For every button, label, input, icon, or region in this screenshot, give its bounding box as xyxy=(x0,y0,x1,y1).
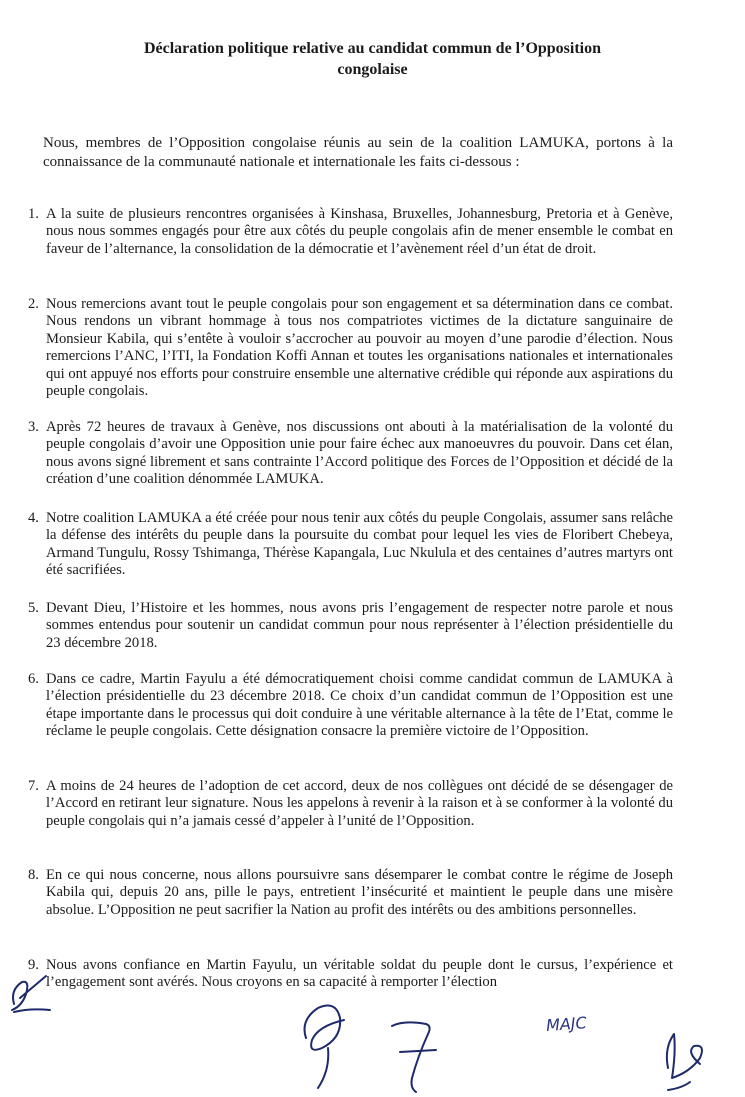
item-number: 2. xyxy=(28,296,39,312)
list-item xyxy=(28,600,673,652)
list-item xyxy=(28,671,673,741)
item-text: Nous remercions avant tout le peuple congolais pour son engagement et sa détermination dans ce combat. Nous rendons un vibrant hommage à tous nos compatriotes victimes de la dictature sanguinaire de Monsieur Kabila, qui s’entête à vouloir s’accrocher au pouvoir au moyen d’une parodie d’élection. Nous remercions l’ANC, l’ITI, la Fondation Koffi Annan et toutes les organisations nationales et internationales qui ont appuyé nos efforts pour construire ensemble une alternative crédible qui réponde aux aspirations du peuple congolais. xyxy=(46,296,673,400)
item-text: A la suite de plusieurs rencontres organisées à Kinshasa, Bruxelles, Johannesburg, Pretoria et à Genève, nous nous sommes engagés pour être aux côtés du peuple congolais afin de mener ensemble le combat en faveur de l’alternance, la consolidation de la démocratie et l’avènement réel d’un état de droit. xyxy=(46,206,673,257)
list-item xyxy=(28,296,673,400)
signatures-svg xyxy=(0,960,745,1097)
signature-3 xyxy=(392,1022,436,1092)
signature-1 xyxy=(12,976,50,1012)
list-item xyxy=(28,867,673,919)
list-item xyxy=(28,778,673,830)
title-line-2: congolaise xyxy=(337,61,408,78)
signature-area xyxy=(0,960,745,1097)
title-line-1: Déclaration politique relative au candidat commun de l’Opposition xyxy=(143,40,602,57)
list-item xyxy=(28,510,673,580)
signature-5 xyxy=(667,1034,702,1090)
item-number: 8. xyxy=(28,867,39,883)
item-number: 4. xyxy=(28,510,39,526)
signature-4-initials: MAJC xyxy=(545,1013,588,1035)
item-number: 7. xyxy=(28,778,39,794)
list-item xyxy=(28,419,673,489)
item-text: En ce qui nous concerne, nous allons poursuivre sans désemparer le combat contre le régime de Joseph Kabila qui, depuis 20 ans, pille le pays, entretient l’insécurité et maintient le peuple dans une misère absolue. L’Opposition ne peut sacrifier la Nation au profit des intérêts ou des ambitions personnelles. xyxy=(46,867,673,918)
item-number: 9. xyxy=(28,957,39,973)
item-text: Notre coalition LAMUKA a été créée pour nous tenir aux côtés du peuple Congolais, assumer sans relâche la défense des intérêts du peuple dans la poursuite du combat pour lequel les vies de Floribert Chebeya, Armand Tungulu, Rossy Tshimanga, Thérèse Kapangala, Luc Nkulula et des centaines d’autres martyrs ont été sacrifiées. xyxy=(46,510,673,579)
item-number: 1. xyxy=(28,206,39,222)
item-number: 5. xyxy=(28,600,39,616)
item-number: 3. xyxy=(28,419,39,435)
signature-2 xyxy=(305,1006,345,1088)
intro-paragraph: Nous, membres de l’Opposition congolaise réunis au sein de la coalition LAMUKA, portons à la connaissance de la communauté nationale et internationale les faits ci-dessous : xyxy=(43,135,673,170)
item-text: A moins de 24 heures de l’adoption de cet accord, deux de nos collègues ont décidé de se désengager de l’Accord en retirant leur signature. Nous les appelons à revenir à la raison et à se conformer à la volonté du peuple congolais qui n’a jamais cessé d’appeler à l’unité de l’Opposition. xyxy=(46,778,673,829)
item-text: Dans ce cadre, Martin Fayulu a été démocratiquement choisi comme candidat commun de LAMUKA à l’élection présidentielle du 23 décembre 2018. Ce choix d’un candidat commun de l’Opposition est une étape importante dans le processus qui doit conduire à une véritable alternance à la tête de l’Etat, comme le réclame le peuple congolais. Cette désignation consacre la première victoire de l’Opposition. xyxy=(46,671,673,740)
item-text: Nous avons confiance en Martin Fayulu, un véritable soldat du peuple dont le cursus, l’expérience et l’engagement sont avérés. Nous croyons en sa capacité à remporter l’élection xyxy=(46,957,673,991)
item-number: 6. xyxy=(28,671,39,687)
item-text: Après 72 heures de travaux à Genève, nos discussions ont abouti à la matérialisation de la volonté du peuple congolais d’avoir une Opposition unie pour faire échec aux manoeuvres du pouvoir. Dans cet élan, nous avons signé librement et sans contrainte l’Accord politique des Forces de l’Opposition et décidé de la création d’une coalition dénommée LAMUKA. xyxy=(46,419,673,488)
document-title xyxy=(60,38,685,80)
item-text: Devant Dieu, l’Histoire et les hommes, nous avons pris l’engagement de respecter notre parole et nous sommes entendus pour soutenir un candidat commun pour nous représenter à l’élection présidentielle du 23 décembre 2018. xyxy=(46,600,673,651)
list-item xyxy=(28,206,673,258)
